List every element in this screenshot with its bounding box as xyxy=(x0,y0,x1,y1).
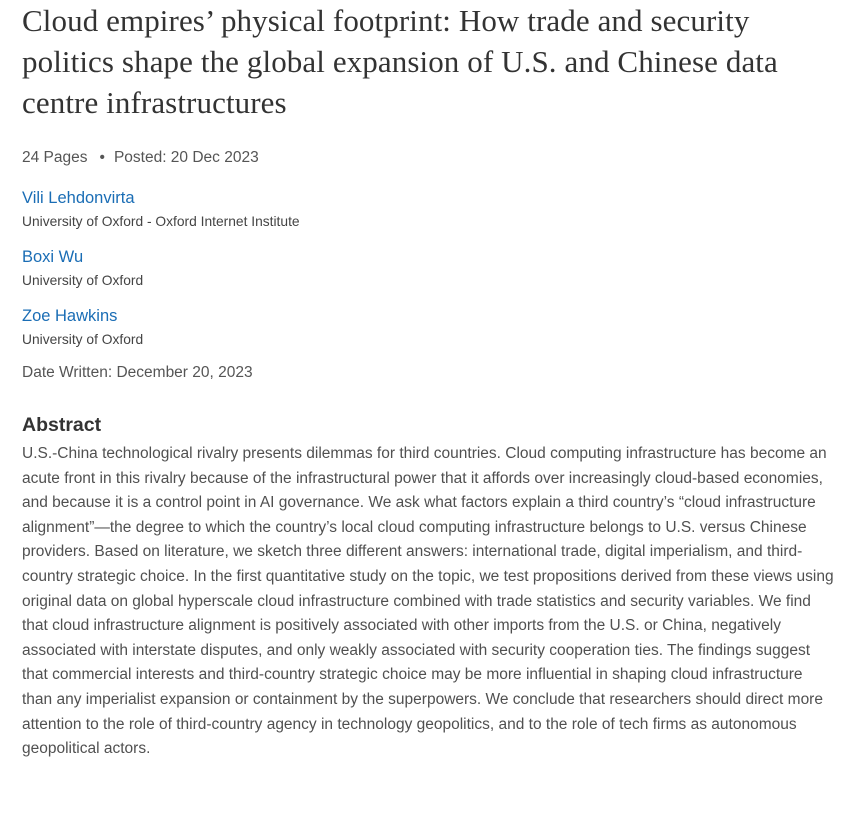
date-written: Date Written: December 20, 2023 xyxy=(22,364,253,381)
posted-date: Posted: 20 Dec 2023 xyxy=(113,149,259,166)
paper-page xyxy=(22,0,842,762)
author-entry xyxy=(22,246,842,291)
author-entry xyxy=(22,187,842,232)
abstract-text: U.S.-China technological rivalry presents dilemmas for third countries. Cloud computing infrastructure has become an acute front in this rivalry because of the infrastructural power that it affords over increasingly cloud-based economies, and because it is a control point in AI governance. We ask what factors explain a third country’s “cloud infrastructure alignment”—the degree to which the country’s local cloud computing infrastructure belongs to U.S. versus Chinese providers. Based on literature, we sketch three different answers: international trade, digital imperialism, and third-country strategic choice. In the first quantitative study on the topic, we test propositions derived from these views using original data on global hyperscale cloud infrastructure combined with trade statistics and security variables. We find that cloud infrastructure alignment is positively associated with other imports from the U.S. or China, negatively associated with interstate disputes, and only weakly associated with security cooperation ties. The findings suggest that commercial interests and third-country strategic choice may be more influential in shaping cloud infrastructure than any imperialist expansion or containment by the superpowers. We conclude that researchers should direct more attention to the role of third-country agency in technology geopolitics, and to the role of tech firms as autonomous geopolitical actors. xyxy=(22,445,834,758)
page-count: 24 Pages xyxy=(22,149,88,166)
author-affiliation: University of Oxford - Oxford Internet Institute xyxy=(22,214,300,229)
author-link-lehdonvirta[interactable]: Vili Lehdonvirta xyxy=(22,189,135,207)
author-link-wu[interactable]: Boxi Wu xyxy=(22,248,84,266)
author-entry xyxy=(22,305,842,350)
meta-separator: • xyxy=(99,149,105,166)
paper-meta xyxy=(22,147,842,169)
abstract-heading: Abstract xyxy=(22,414,102,436)
author-affiliation: University of Oxford xyxy=(22,273,144,288)
author-link-hawkins[interactable]: Zoe Hawkins xyxy=(22,307,118,325)
paper-title: Cloud empires’ physical footprint: How trade and security politics shape the global expansion of U.S. and Chinese data centre infrastructures xyxy=(22,3,778,120)
author-list xyxy=(22,187,842,350)
author-affiliation: University of Oxford xyxy=(22,332,144,347)
